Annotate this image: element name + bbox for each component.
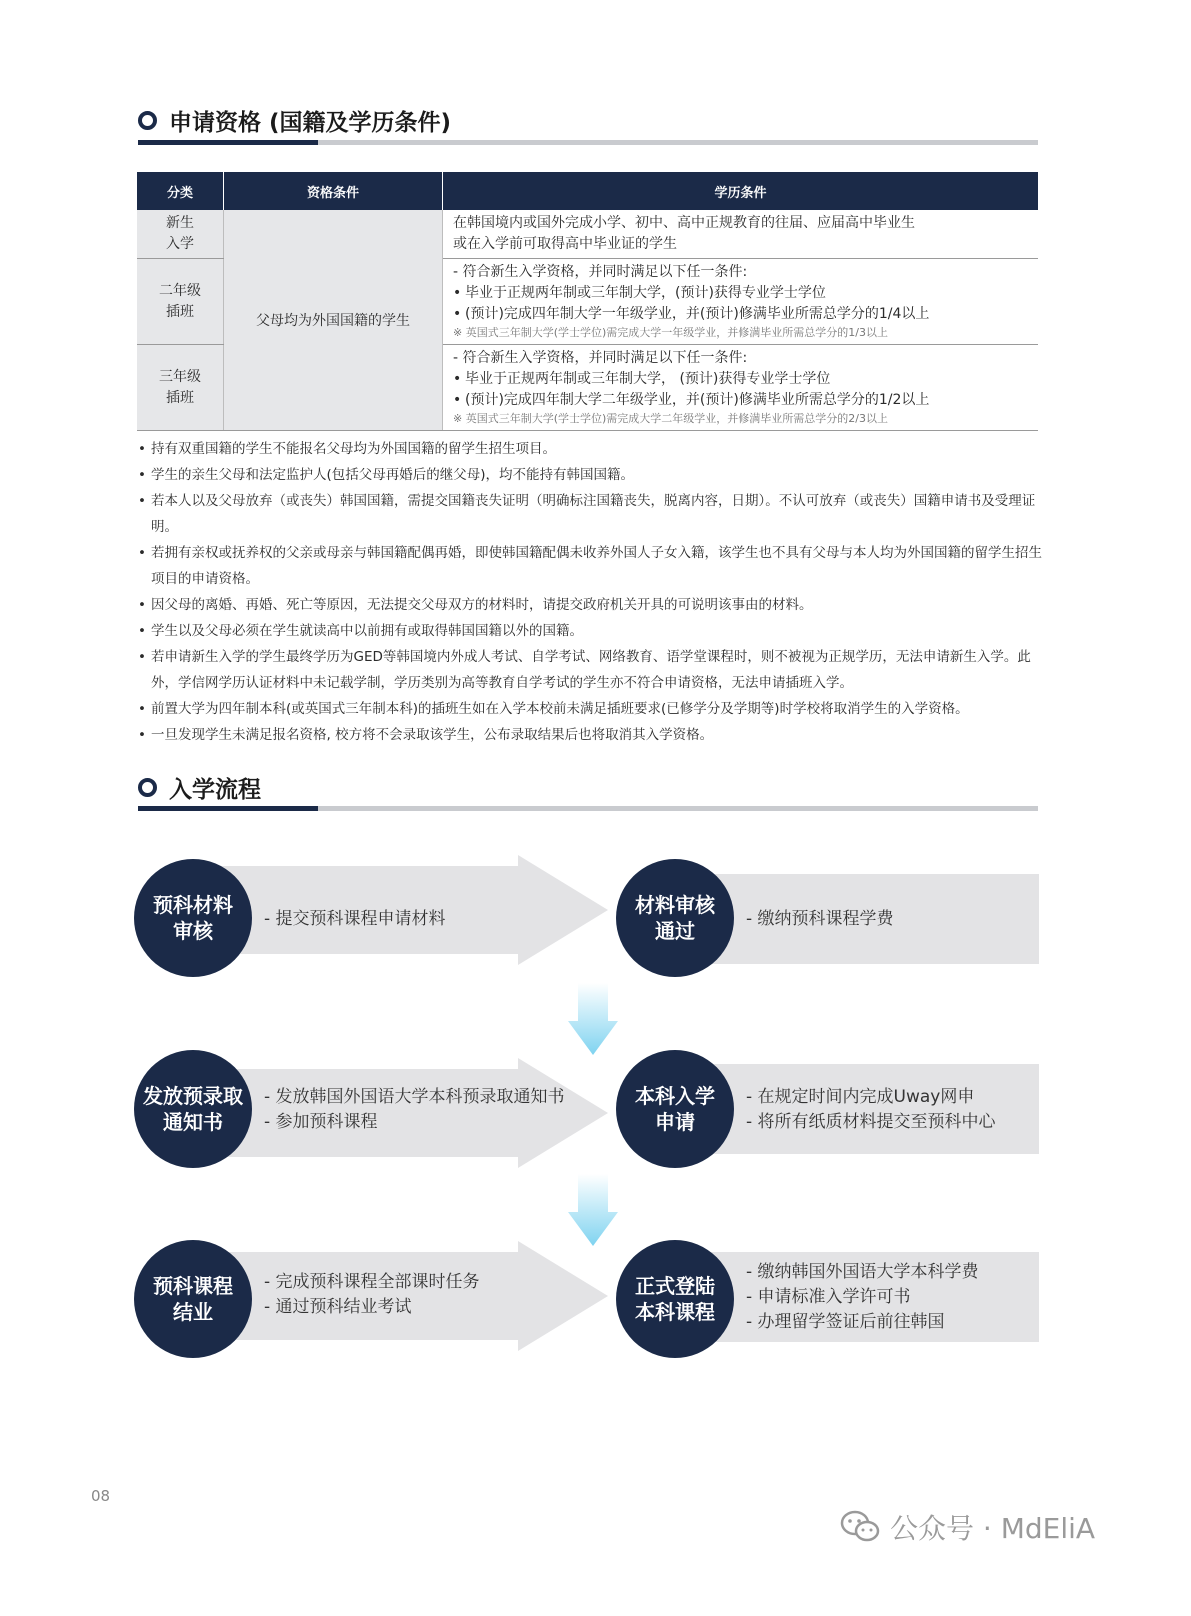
list-item: • 一旦发现学生未满足报名资格, 校方将不会录取该学生，公布录取结果后也将取消其入学资格。 <box>138 722 1043 748</box>
flow-step: 材料审核 通过 <box>616 859 734 977</box>
category-cell: 二年级 插班 <box>137 259 224 345</box>
qualification-cell: 父母均为外国国籍的学生 <box>224 210 443 431</box>
flow-step: 发放预录取 通知书 <box>134 1050 252 1168</box>
section-title: 申请资格 (国籍及学历条件) <box>169 110 452 136</box>
flow-step: 预科材料 审核 <box>134 859 252 977</box>
flow-step-details: - 缴纳韩国外国语大学本科学费 - 申请标准入学许可书 - 办理留学签证后前往韩国 <box>746 1262 979 1332</box>
table-row <box>137 210 1038 259</box>
wechat-icon <box>840 1510 880 1544</box>
section-heading <box>138 771 261 804</box>
section-title: 入学流程 <box>169 777 261 803</box>
flow-step: 预科课程 结业 <box>134 1240 252 1358</box>
list-item: • 前置大学为四年制本科(或英国式三年制本科)的插班生如在入学本校前未满足插班要求(已修学分及学期等)时学校将取消学生的入学资格。 <box>138 696 1043 722</box>
requirements-table <box>137 172 1038 431</box>
table-header: 资格条件 <box>224 172 443 210</box>
education-cell: 在韩国境内或国外完成小学、初中、高中正规教育的往届、应届高中毕业生 或在入学前可取得高中毕业证的学生 <box>443 210 1039 259</box>
right-arrow-icon <box>518 855 608 965</box>
page-number: 08 <box>91 1487 111 1505</box>
list-item: • 因父母的离婚、再婚、死亡等原因，无法提交父母双方的材料时，请提交政府机关开具的可说明该事由的材料。 <box>138 592 1043 618</box>
category-cell: 三年级 插班 <box>137 345 224 431</box>
list-item: • 学生的亲生父母和法定监护人(包括父母再婚后的继父母)，均不能持有韩国国籍。 <box>138 462 1043 488</box>
flow-step: 本科入学 申请 <box>616 1050 734 1168</box>
footnote: ※ 英国式三年制大学(学士学位)需完成大学一年级学业，并修满毕业所需总学分的1/3以上 <box>453 326 888 339</box>
circle-bullet-icon <box>138 111 157 130</box>
watermark-text: 公众号 · MdEliA <box>890 1512 1096 1545</box>
section-heading <box>138 104 451 137</box>
right-arrow-icon <box>518 1241 608 1351</box>
list-item: • 若本人以及父母放弃（或丧失）韩国国籍，需提交国籍丧失证明（明确标注国籍丧失，脱离内容，日期）。不认可放弃（或丧失）国籍申请书及受理证明。 <box>138 488 1043 540</box>
watermark <box>840 1507 1095 1547</box>
flow-step-details: - 在规定时间内完成Uway网申 - 将所有纸质材料提交至预科中心 <box>746 1087 996 1132</box>
table-header-row <box>137 172 1038 210</box>
section-divider <box>138 806 1038 811</box>
education-cell: - 符合新生入学资格，并同时满足以下任一条件: • 毕业于正规两年制或三年制大学， (预计)获得专业学士学位 • (预计)完成四年制大学二年级学业，并(预计)修满毕业所需总学分的1/2以上 ※ 英国式三年制大学(学士学位)需完成大学二年级学业，并修满毕业所需总学分的2/3以上 <box>443 345 1039 431</box>
flow-step: 正式登陆 本科课程 <box>616 1240 734 1358</box>
table-header: 分类 <box>137 172 224 210</box>
notes-list <box>138 436 1043 748</box>
down-arrow-icon <box>568 1174 618 1246</box>
list-item: • 若拥有亲权或抚养权的父亲或母亲与韩国籍配偶再婚，即使韩国籍配偶未收养外国人子女入籍，该学生也不具有父母与本人均为外国国籍的留学生招生项目的申请资格。 <box>138 540 1043 592</box>
circle-bullet-icon <box>138 778 157 797</box>
category-cell: 新生 入学 <box>137 210 224 259</box>
flow-step-details: - 完成预科课程全部课时任务 - 通过预科结业考试 <box>264 1272 480 1317</box>
education-cell: - 符合新生入学资格，并同时满足以下任一条件: • 毕业于正规两年制或三年制大学，(预计)获得专业学士学位 • (预计)完成四年制大学一年级学业，并(预计)修满毕业所需总学分的1/4以上 ※ 英国式三年制大学(学士学位)需完成大学一年级学业，并修满毕业所需总学分的1/3以上 <box>443 259 1039 345</box>
table-header: 学历条件 <box>443 172 1039 210</box>
list-item: • 持有双重国籍的学生不能报名父母均为外国国籍的留学生招生项目。 <box>138 436 1043 462</box>
footnote: ※ 英国式三年制大学(学士学位)需完成大学二年级学业，并修满毕业所需总学分的2/3以上 <box>453 412 888 425</box>
section-divider <box>138 140 1038 145</box>
flow-step-details: - 缴纳预科课程学费 <box>746 909 894 929</box>
down-arrow-icon <box>568 983 618 1055</box>
list-item: • 学生以及父母必须在学生就读高中以前拥有或取得韩国国籍以外的国籍。 <box>138 618 1043 644</box>
flow-step-details: - 发放韩国外国语大学本科预录取通知书 - 参加预科课程 <box>264 1087 565 1132</box>
list-item: • 若申请新生入学的学生最终学历为GED等韩国境内外成人考试、自学考试、网络教育、语学堂课程时，则不被视为正规学历，无法申请新生入学。此外，学信网学历认证材料中未记载学制，学历类别为高等教育自学考试的学生亦不符合申请资格，无法申请插班入学。 <box>138 644 1043 696</box>
flow-step-details: - 提交预科课程申请材料 <box>264 909 446 929</box>
